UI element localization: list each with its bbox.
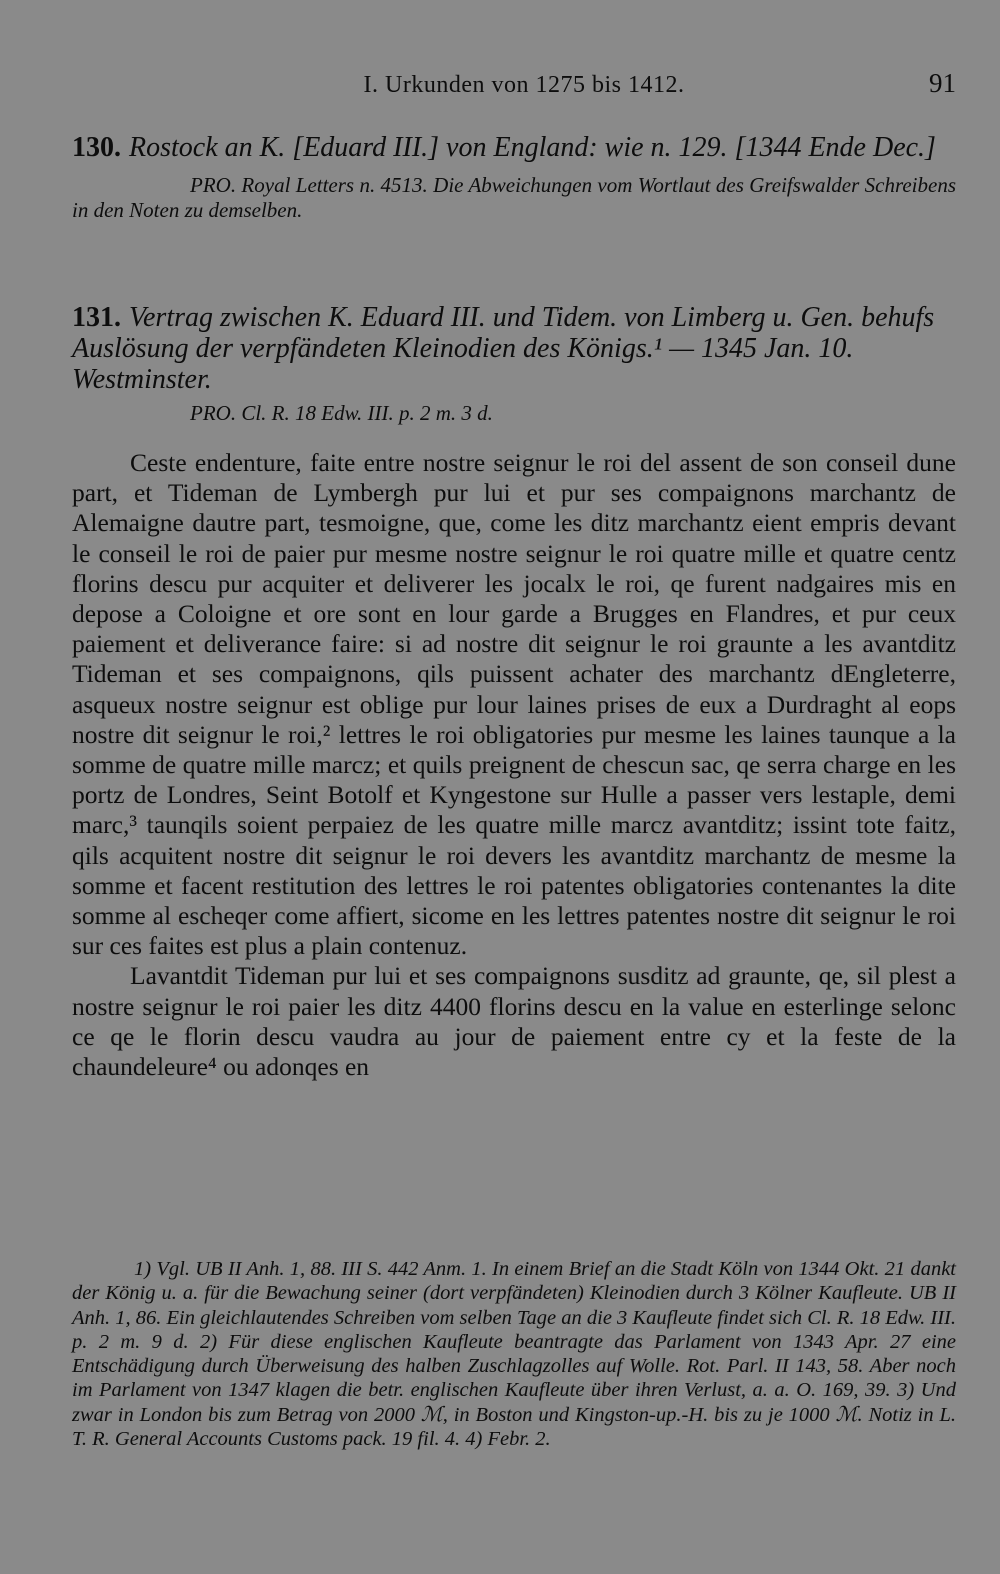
running-title: I. Urkunden von 1275 bis 1412. — [363, 72, 685, 98]
body-paragraph: Lavantdit Tideman pur lui et ses compaignons susditz ad graunte, qe, sil plest a nostre seignur le roi paier les ditz 4400 florins descu en la value en esterlinge selonc ce qe le florin descu vaudra au jour de paiement entre cy et la feste de la chaundeleure⁴ ou adonqes en — [72, 961, 956, 1082]
entry-heading — [72, 132, 956, 163]
entry-heading — [72, 302, 956, 395]
document-body — [72, 448, 956, 1082]
entry-source: PRO. Cl. R. 18 Edw. III. p. 2 m. 3 d. — [190, 401, 493, 425]
entry-131 — [72, 302, 956, 426]
footnotes — [72, 1257, 956, 1451]
page-header — [72, 68, 956, 108]
entry-number: 131. — [72, 302, 121, 333]
entry-130 — [72, 132, 956, 223]
entry-title: Rostock an K. [Eduard III.] von England: wie n. 129. [1344 Ende Dec.] — [129, 132, 936, 163]
entry-number: 130. — [72, 132, 121, 163]
entry-title: Vertrag zwischen K. Eduard III. und Tidem. von Limberg u. Gen. behufs Auslösung der verpfändeten Kleinodien des Königs.¹ — 1345 Jan. 10. Westminster. — [72, 302, 935, 395]
footnote-text: 1) Vgl. UB II Anh. 1, 88. III S. 442 Anm. 1. In einem Brief an die Stadt Köln von 1344 Okt. 21 dankt der König u. a. für die Bewachung seiner (dort verpfändeten) Kleinodien durch 3 Kölner Kaufleute. UB II Anh. 1, 86. Ein gleichlautendes Schreiben vom selben Tage an die 3 Kaufleute findet sich Cl. R. 18 Edw. III. p. 2 m. 9 d. 2) Für diese englischen Kaufleute beantragte das Parlament von 1343 Apr. 27 eine Entschädigung durch Überweisung des halben Zuschlagzolles auf Wolle. Rot. Parl. II 143, 58. Aber noch im Parlament von 1347 klagen die betr. englischen Kaufleute über ihren Verlust, a. a. O. 169, 39. 3) Und zwar in London bis zum Betrag von 2000 ℳ, in Boston und Kingston-up.-H. bis zu je 1000 ℳ. Notiz in L. T. R. General Accounts Customs pack. 19 fil. 4. 4) Febr. 2. — [72, 1258, 957, 1451]
page-number: 91 — [929, 68, 956, 98]
entry-source: PRO. Royal Letters n. 4513. Die Abweichungen vom Wortlaut des Greifswalder Schreibens in den Noten zu demselben. — [72, 173, 956, 222]
body-paragraph: Ceste endenture, faite entre nostre seignur le roi del assent de son conseil dune part, et Tideman de Lymbergh pur lui et pur ses compaignons marchantz de Alemaigne dautre part, tesmoigne, que, come les ditz marchantz eient empris devant le conseil le roi de paier pur mesme nostre seignur le roi quatre mille et quatre centz florins descu pur acquiter et deliverer les jocalx le roi, qe furent nadgaires mis en depose a Coloigne et ore sont en lour garde a Brugges en Flandres, et pur ceux paiement et deliverance faire: si ad nostre dit seignur le roi graunte a les avantditz Tideman et ses compaignons, qils puissent achater des marchantz dEngleterre, asqueux nostre seignur est oblige pur lour laines prises de eux a Durdraght al eops nostre dit seignur le roi,² lettres le roi obligatories pur mesme les laines taunque a la somme de quatre mille marcz; et quils preignent de chescun sac, qe serra charge en les portz de Londres, Seint Botolf et Kyngestone sur Hulle a passer vers lestaple, demi marc,³ taunqils soient perpaiez de les quatre mille marcz avantditz; issint tote faitz, qils acquitent nostre dit seignur le roi devers les avantditz marchantz de mesme la somme et facent restitution des lettres le roi patentes obligatories contenantes la dite somme al escheqer come affiert, sicome en les lettres patentes nostre dit seignur le roi sur ces faites est plus a plain contenuz. — [72, 448, 956, 961]
